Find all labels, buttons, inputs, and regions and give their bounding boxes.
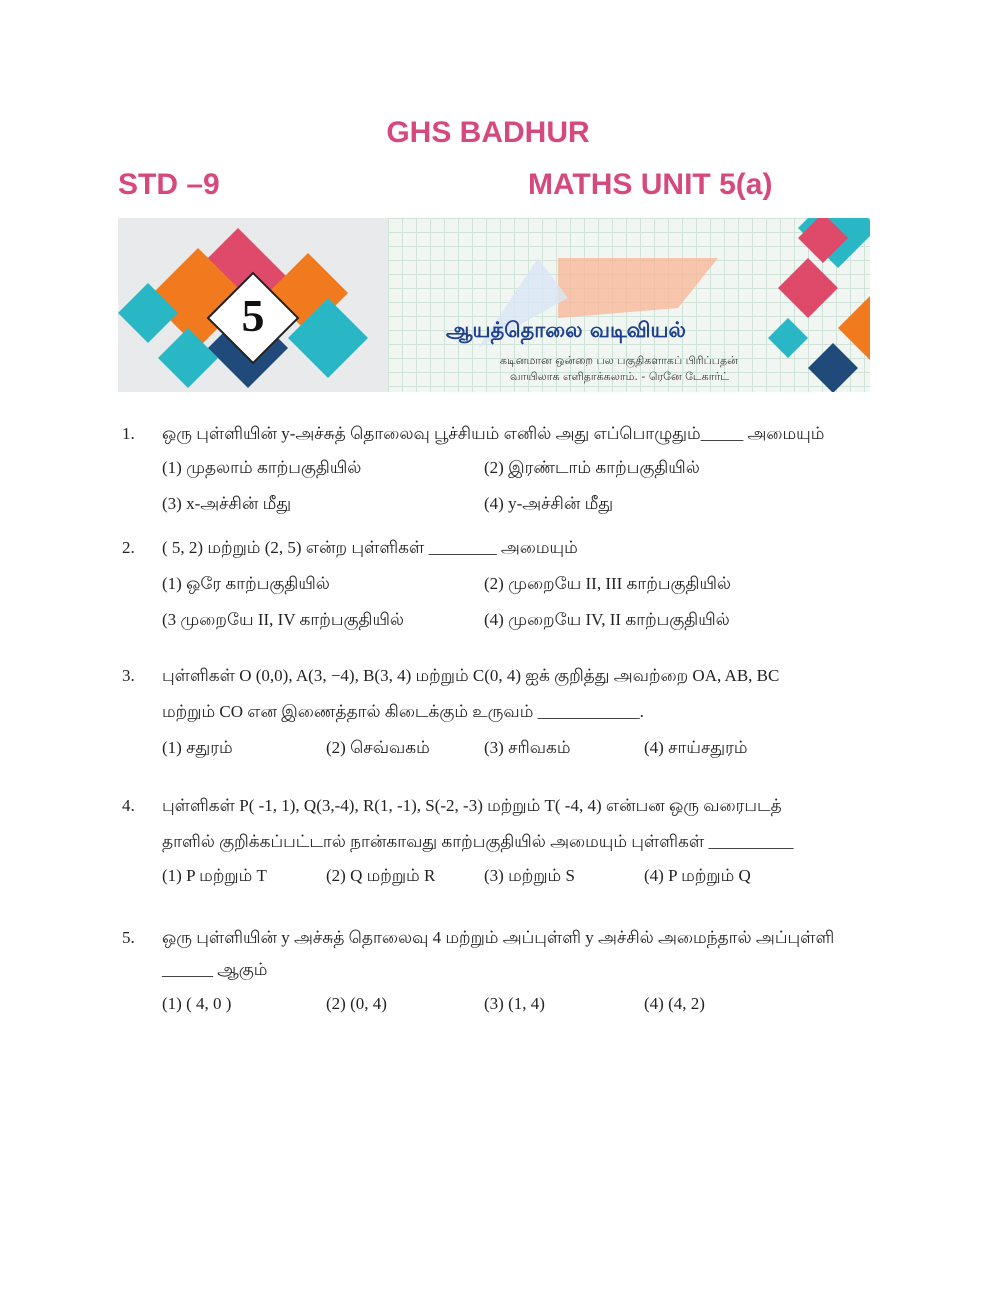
option-1[interactable]: (1) சதுரம் — [162, 738, 233, 757]
question-text: புள்ளிகள் O (0,0), A(3, −4), B(3, 4) மற்றும் C(0, 4) ஐக் குறித்து அவற்றை OA, AB, BC — [162, 666, 780, 685]
chapter-title: ஆயத்தொலை வடிவியல் — [446, 318, 686, 342]
option-2[interactable]: (2) Q மற்றும் R — [326, 866, 436, 885]
question-text: ஒரு புள்ளியின் y அச்சுத் தொலைவு 4 மற்றும் அப்புள்ளி y அச்சில் அமைந்தால் அப்புள்ளி — [162, 928, 835, 947]
triangle-shape — [558, 258, 718, 318]
diamond-right-pink2 — [778, 258, 838, 318]
question-number: 1. — [122, 424, 135, 443]
option-3[interactable]: (3 முறையே II, IV காற்பகுதியில் — [162, 610, 405, 629]
option-4[interactable]: (4) முறையே IV, II காற்பகுதியில் — [484, 610, 730, 629]
chapter-banner — [118, 218, 870, 392]
option-2[interactable]: (2) இரண்டாம் காற்பகுதியில் — [484, 458, 700, 477]
option-4[interactable]: (4) சாய்சதுரம் — [644, 738, 748, 757]
option-4[interactable]: (4) (4, 2) — [644, 994, 705, 1013]
option-1[interactable]: (1) ஒரே காற்பகுதியில் — [162, 574, 330, 593]
question-number: 5. — [122, 928, 135, 947]
question-text-line2: தாளில் குறிக்கப்பட்டால் நான்காவது காற்பகுதியில் அமையும் புள்ளிகள் __________ — [162, 832, 794, 851]
question-number: 3. — [122, 666, 135, 685]
option-4[interactable]: (4) P மற்றும் Q — [644, 866, 751, 885]
question-text: ( 5, 2) மற்றும் (2, 5) என்ற புள்ளிகள் ________ அமையும் — [162, 538, 578, 557]
option-2[interactable]: (2) செவ்வகம் — [326, 738, 430, 757]
question-text-line2: ______ ஆகும் — [162, 960, 268, 979]
option-3[interactable]: (3) சரிவகம் — [484, 738, 571, 757]
option-1[interactable]: (1) முதலாம் காற்பகுதியில் — [162, 458, 362, 477]
chapter-quote-line1: கடினமான ஒன்றை பல பகுதிகளாகப் பிரிப்பதன் — [500, 354, 738, 367]
option-2[interactable]: (2) (0, 4) — [326, 994, 387, 1013]
question-number: 2. — [122, 538, 135, 557]
question-text: ஒரு புள்ளியின் y-அச்சுத் தொலைவு பூச்சியம் எனில் அது எப்பொழுதும்_____ அமையும் — [162, 424, 825, 443]
school-name: GHS BADHUR — [386, 116, 590, 149]
option-3[interactable]: (3) மற்றும் S — [484, 866, 575, 885]
option-1[interactable]: (1) ( 4, 0 ) — [162, 994, 232, 1013]
unit-label: MATHS UNIT 5(a) — [528, 168, 773, 201]
diamond-right-teal2 — [768, 318, 808, 358]
option-3[interactable]: (3) (1, 4) — [484, 994, 545, 1013]
question-number: 4. — [122, 796, 135, 815]
option-3[interactable]: (3) x-அச்சின் மீது — [162, 494, 292, 513]
banner-graphics — [118, 218, 870, 392]
chapter-number: 5 — [241, 290, 265, 341]
diamond-right-navy — [808, 343, 858, 392]
option-1[interactable]: (1) P மற்றும் T — [162, 866, 267, 885]
option-2[interactable]: (2) முறையே II, III காற்பகுதியில் — [484, 574, 732, 593]
question-text: புள்ளிகள் P( -1, 1), Q(3,-4), R(1, -1), S(-2, -3) மற்றும் T( -4, 4) என்பன ஒரு வரைபடத் — [162, 796, 782, 815]
chapter-quote-line2: வாயிலாக எளிதாக்கலாம். - ரெனே டேகார்ட் — [510, 370, 729, 383]
question-text-line2: மற்றும் CO என இணைத்தால் கிடைக்கும் உருவம் ____________. — [162, 702, 644, 721]
standard-label: STD –9 — [118, 168, 220, 201]
option-4[interactable]: (4) y-அச்சின் மீது — [484, 494, 614, 513]
